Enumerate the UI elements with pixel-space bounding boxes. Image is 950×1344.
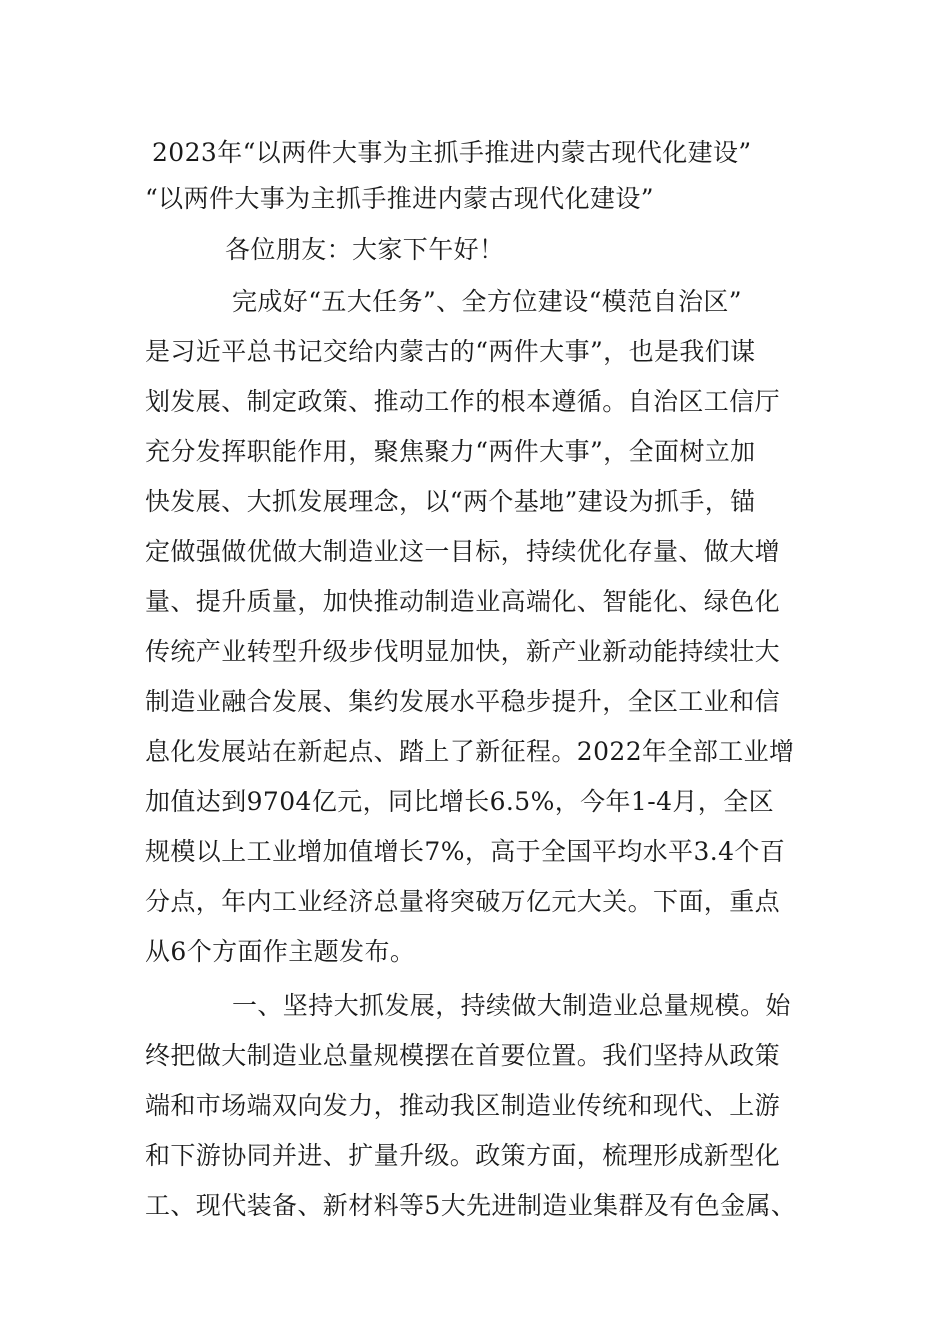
paragraph-1-line: 息化发展站在新起点、踏上了新征程。2022年全部工业增: [145, 737, 795, 766]
paragraph-2-line: 和下游协同并进、扩量升级。政策方面，梳理形成新型化: [145, 1141, 781, 1170]
greeting: 各位朋友：大家下午好！: [225, 235, 505, 264]
paragraph-2-line: 工、现代装备、新材料等5大先进制造业集群及有色金属、: [145, 1191, 797, 1220]
paragraph-1-line: 规模以上工业增加值增长7%，高于全国平均水平3.4个百: [145, 837, 786, 866]
paragraph-1-line: 是习近平总书记交给内蒙古的“两件大事”，也是我们谋: [145, 337, 756, 366]
paragraph-2-line: 一、坚持大抓发展，持续做大制造业总量规模。始: [232, 991, 791, 1020]
paragraph-1-line: 完成好“五大任务”、全方位建设“模范自治区”: [232, 287, 742, 316]
paragraph-1-line: 定做强做优做大制造业这一目标，持续优化存量、做大增: [145, 537, 781, 566]
document-title-line-1: 2023年“以两件大事为主抓手推进内蒙古现代化建设”: [152, 138, 752, 167]
paragraph-1-line: 划发展、制定政策、推动工作的根本遵循。自治区工信厅: [145, 387, 781, 416]
paragraph-1-line: 分点，年内工业经济总量将突破万亿元大关。下面，重点: [145, 887, 781, 916]
paragraph-1-line: 加值达到9704亿元，同比增长6.5%，今年1-4月，全区: [145, 787, 774, 816]
paragraph-2-line: 终把做大制造业总量规模摆在首要位置。我们坚持从政策: [145, 1041, 781, 1070]
paragraph-1-line: 量、提升质量，加快推动制造业高端化、智能化、绿色化: [145, 587, 781, 616]
paragraph-1-line: 充分发挥职能作用，聚焦聚力“两件大事”，全面树立加: [145, 437, 756, 466]
paragraph-1-line: 快发展、大抓发展理念，以“两个基地”建设为抓手，锚: [145, 487, 756, 516]
paragraph-2-line: 端和市场端双向发力，推动我区制造业传统和现代、上游: [145, 1091, 781, 1120]
paragraph-1-line: 制造业融合发展、集约发展水平稳步提升，全区工业和信: [145, 687, 781, 716]
paragraph-1-line: 传统产业转型升级步伐明显加快，新产业新动能持续壮大: [145, 637, 781, 666]
paragraph-1-line: 从6个方面作主题发布。: [145, 937, 416, 966]
document-title-line-2: “以两件大事为主抓手推进内蒙古现代化建设”: [145, 184, 654, 213]
